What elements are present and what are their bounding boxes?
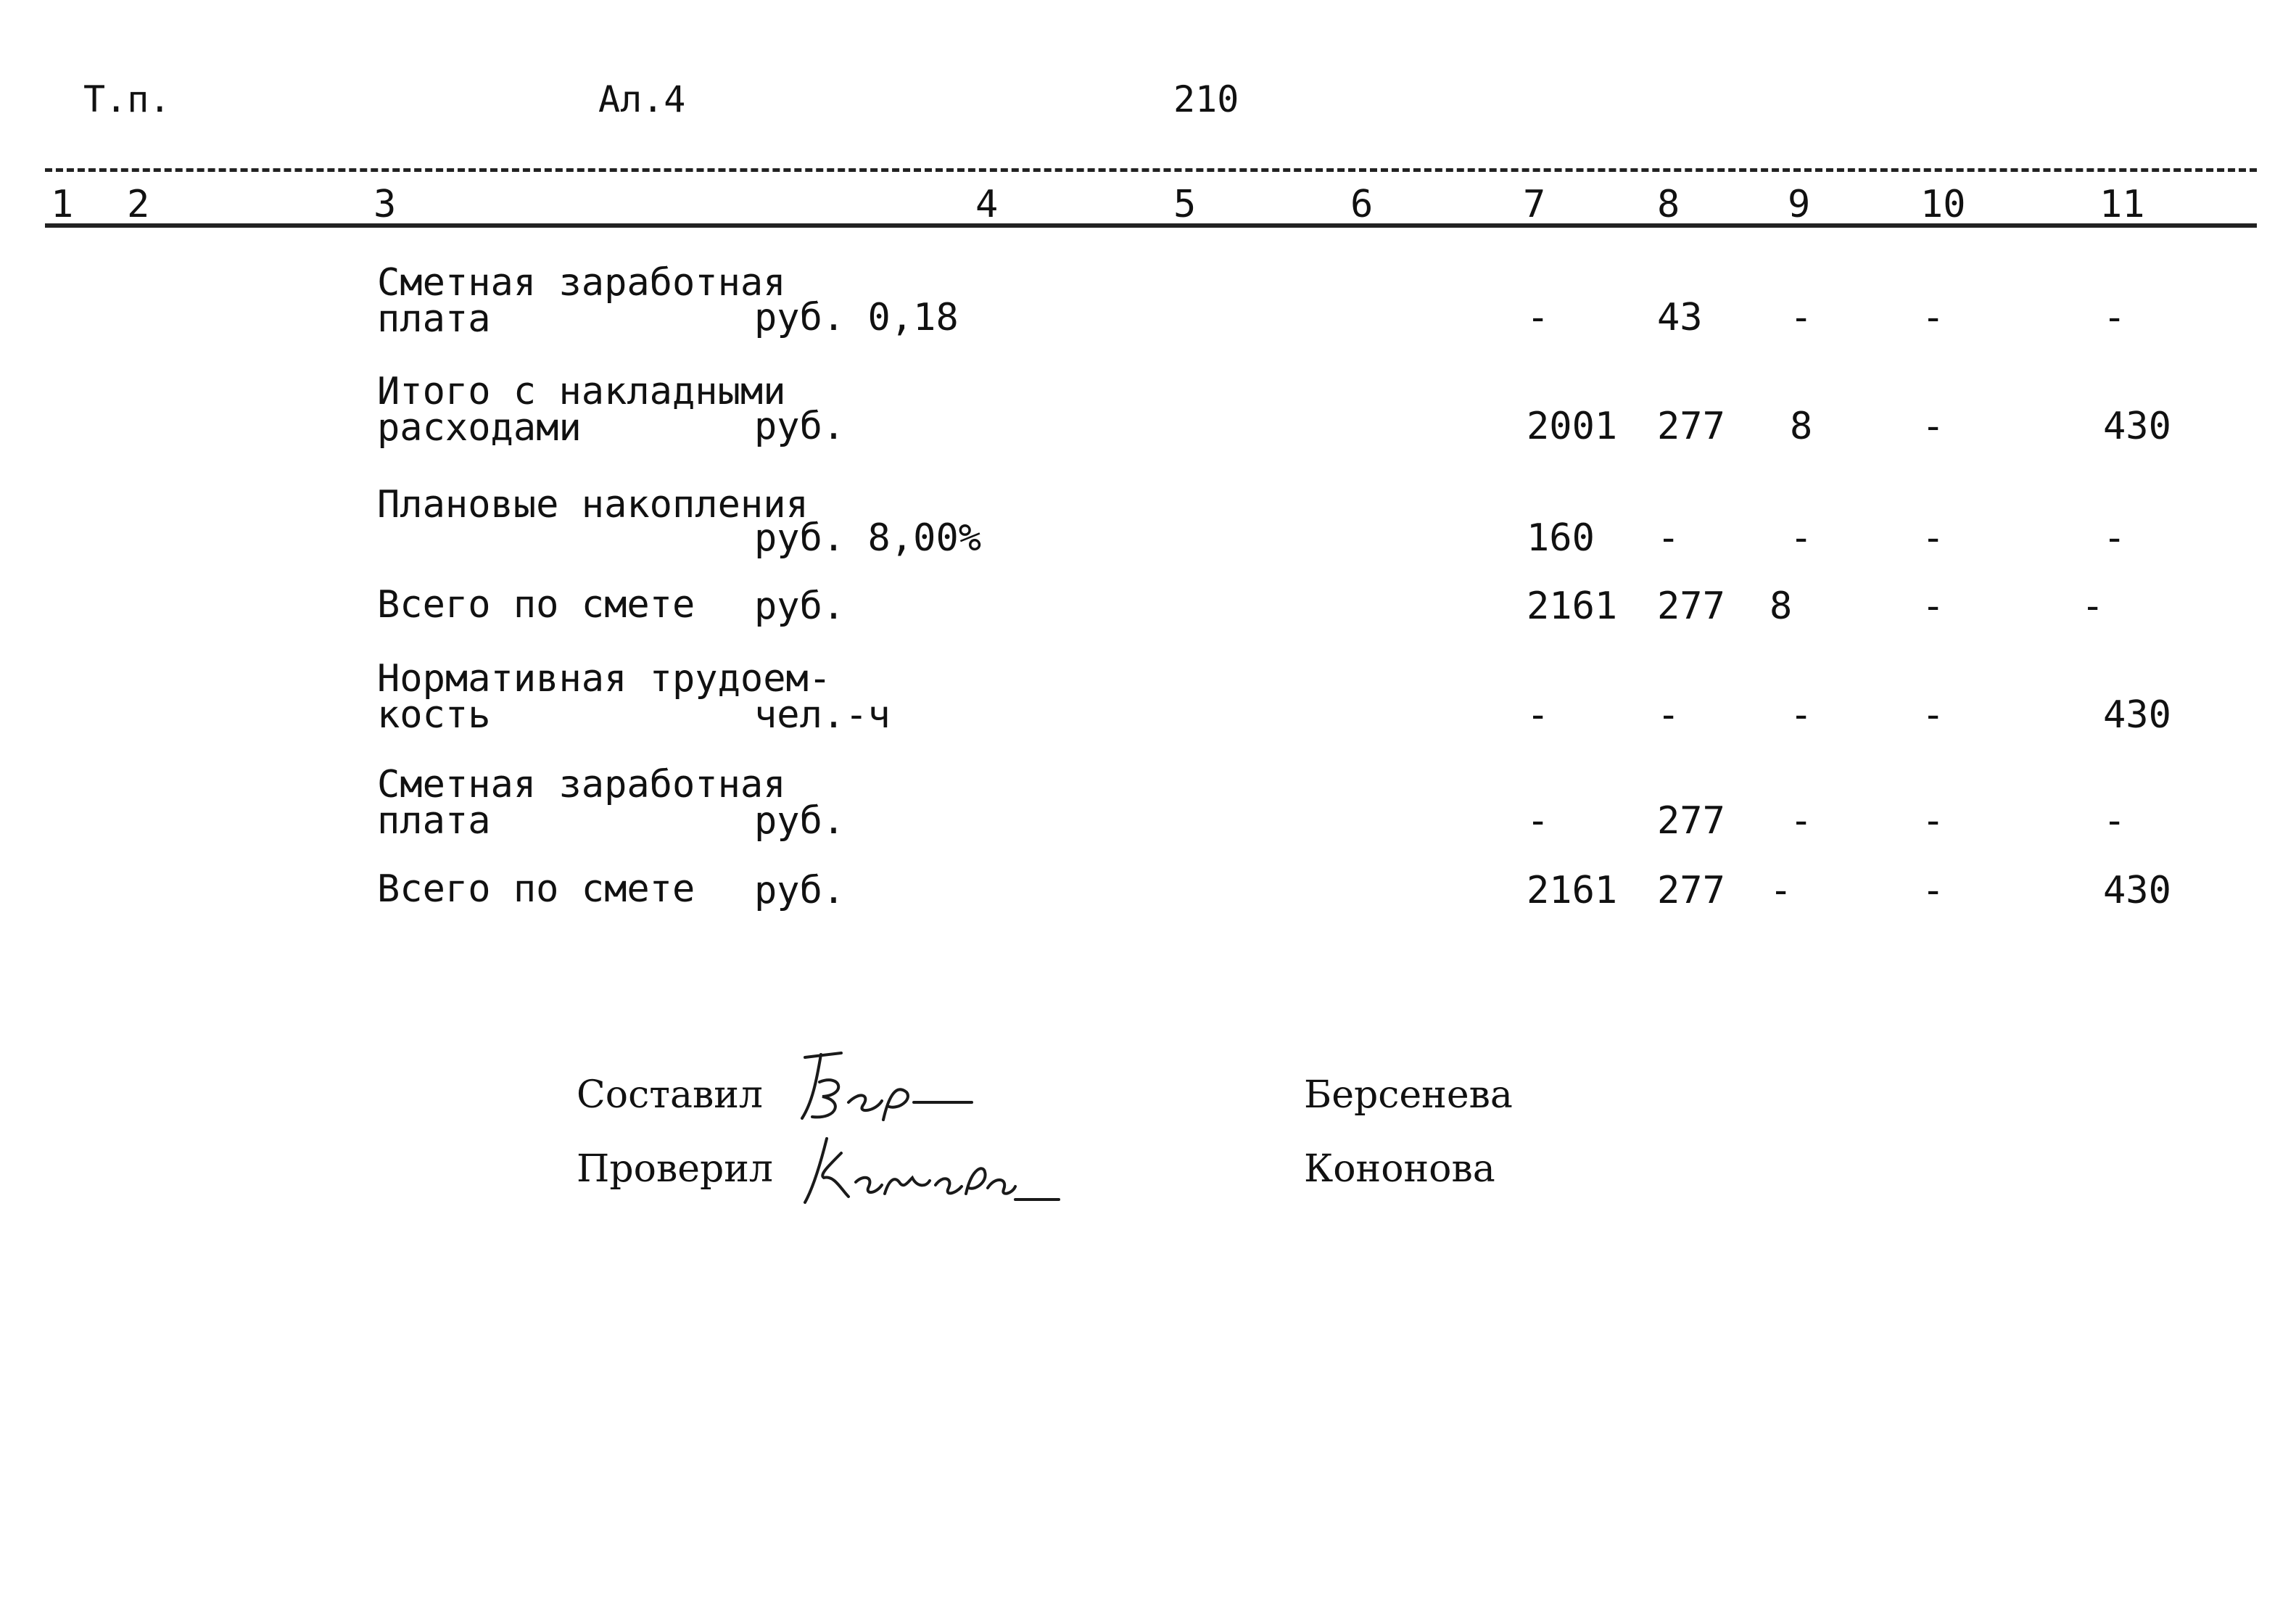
document-code: Т.п.	[83, 78, 171, 120]
cell-col10: -	[1922, 693, 1945, 737]
cell-col9: -	[1770, 869, 1793, 912]
column-header-7: 7	[1523, 183, 1546, 226]
cell-col9: -	[1790, 516, 1813, 560]
cell-col9: -	[1790, 296, 1813, 339]
cell-col8: 277	[1657, 869, 1725, 912]
compiled-by-label: Составил	[577, 1073, 763, 1117]
cell-col11: 430	[2103, 693, 2171, 737]
cell-col10: -	[1922, 869, 1945, 912]
cell-col11: -	[2103, 296, 2126, 339]
cell-col7: 2161	[1527, 869, 1618, 912]
cell-col11: -	[2103, 799, 2126, 843]
row-name-line1: Нормативная трудоем-	[377, 657, 832, 701]
cell-col8: 277	[1657, 405, 1725, 448]
column-header-9: 9	[1788, 183, 1811, 226]
column-header-2: 2	[127, 183, 150, 226]
row-name-line2: плата	[377, 297, 491, 341]
row-unit: руб.	[754, 585, 846, 628]
checked-by-label: Проверил	[577, 1147, 773, 1191]
row-name-line1: Всего по смете	[377, 583, 695, 627]
column-header-1: 1	[51, 183, 74, 226]
cell-col11: -	[2081, 585, 2105, 628]
album-number: Ал.4	[598, 78, 686, 120]
cell-col10: -	[1922, 405, 1945, 448]
cell-col11: 430	[2103, 405, 2171, 448]
row-unit: руб.	[754, 405, 846, 448]
cell-col9: -	[1790, 693, 1813, 737]
cell-col8: 43	[1657, 296, 1703, 339]
row-unit: руб. 8,00%	[754, 516, 982, 560]
row-unit: руб.	[754, 869, 846, 912]
row-name-line1: Плановые накопления	[377, 483, 809, 527]
column-header-3: 3	[373, 183, 397, 226]
row-unit: руб.	[754, 799, 846, 843]
cell-col8: -	[1657, 516, 1680, 560]
column-header-10: 10	[1920, 183, 1966, 226]
column-header-6: 6	[1350, 183, 1374, 226]
compiled-by-name: Берсенева	[1304, 1073, 1513, 1117]
cell-col11: -	[2103, 516, 2126, 560]
cell-col8: -	[1657, 693, 1680, 737]
row-name-line2: кость	[377, 693, 491, 737]
column-header-11: 11	[2099, 183, 2145, 226]
compiled-by-signature	[790, 1044, 994, 1131]
cell-col9: 8	[1790, 405, 1813, 448]
cell-col7: -	[1527, 296, 1550, 339]
cell-col10: -	[1922, 516, 1945, 560]
row-unit: руб. 0,18	[754, 296, 959, 339]
cell-col7: 2161	[1527, 585, 1618, 628]
checked-by-name: Кононова	[1304, 1147, 1495, 1191]
column-header-5: 5	[1173, 183, 1197, 226]
page-number: 210	[1173, 78, 1239, 120]
cell-col7: -	[1527, 799, 1550, 843]
row-unit: чел.-ч	[754, 693, 891, 737]
row-name-line1: Итого с накладными	[377, 370, 786, 413]
cell-col9: -	[1790, 799, 1813, 843]
cell-col11: 430	[2103, 869, 2171, 912]
cell-col9: 8	[1770, 585, 1793, 628]
cell-col8: 277	[1657, 799, 1725, 843]
table-top-rule	[45, 168, 2257, 172]
row-name-line2: плата	[377, 799, 491, 843]
column-header-8: 8	[1657, 183, 1680, 226]
checked-by-signature	[798, 1124, 1088, 1211]
column-header-4: 4	[975, 183, 999, 226]
cell-col7: 2001	[1527, 405, 1618, 448]
cell-col10: -	[1922, 296, 1945, 339]
cell-col7: 160	[1527, 516, 1595, 560]
cell-col8: 277	[1657, 585, 1725, 628]
cell-col10: -	[1922, 799, 1945, 843]
row-name-line1: Сметная заработная	[377, 261, 786, 305]
cell-col10: -	[1922, 585, 1945, 628]
cell-col7: -	[1527, 693, 1550, 737]
row-name-line1: Всего по смете	[377, 867, 695, 911]
row-name-line1: Сметная заработная	[377, 763, 786, 806]
row-name-line2: расходами	[377, 406, 582, 450]
